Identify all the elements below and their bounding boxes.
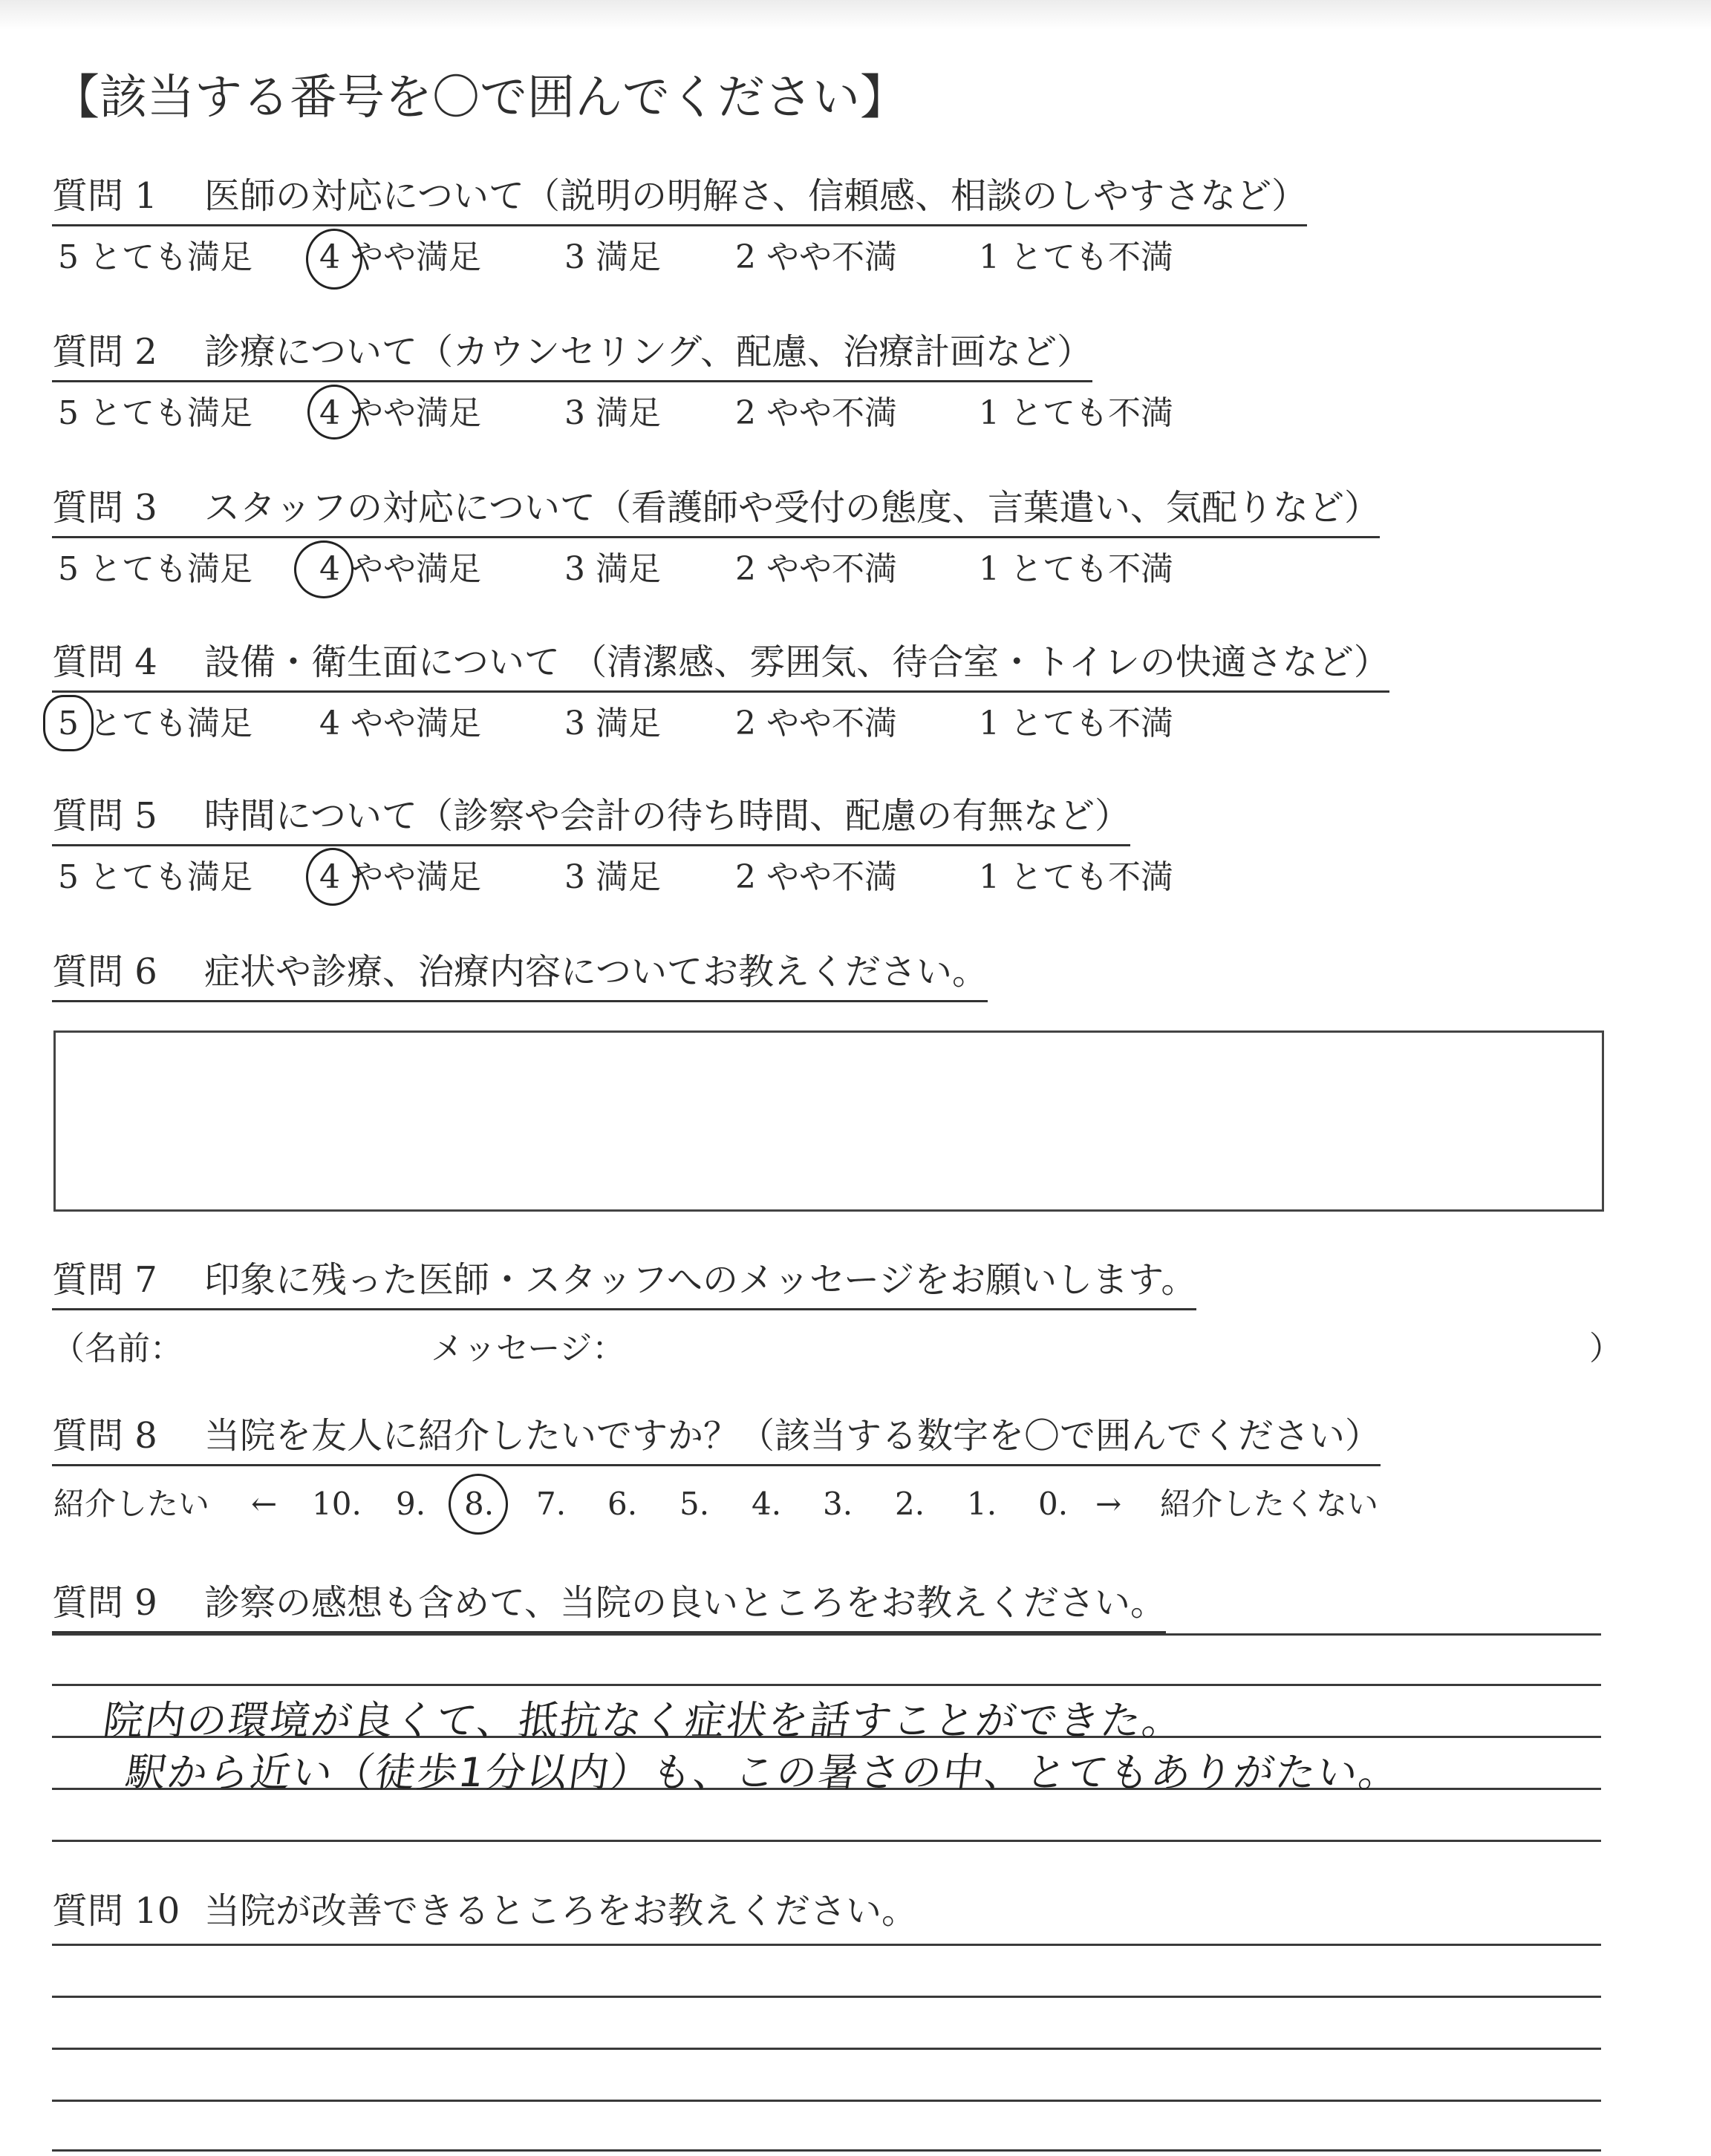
q5-option-2[interactable]: 2 やや不満 (735, 858, 897, 896)
question-1 (52, 175, 1308, 226)
q5-option-3[interactable]: 3 満足 (564, 858, 661, 896)
q8-value-10[interactable]: 10. (312, 1486, 362, 1522)
q8-left-label: 紹介したい (53, 1486, 210, 1522)
question-text: 診療について（カウンセリング、配慮、治療計画など） (204, 331, 1093, 373)
q1-option-2[interactable]: 2 やや不満 (735, 238, 897, 276)
q4-answer-circle (43, 695, 94, 751)
question-text: 症状や診療、治療内容についてお教えください。 (204, 951, 988, 993)
q4-option-5[interactable]: 5 とても満足 (58, 705, 252, 742)
q4-option-3[interactable]: 3 満足 (564, 705, 661, 742)
scan-edge (0, 0, 1711, 30)
question-text: 診察の感想も含めて、当院の良いところをお教えください。 (204, 1582, 1167, 1624)
question-number: 質問 8 (52, 1415, 157, 1457)
q8-value-2[interactable]: 2. (895, 1486, 925, 1522)
question-number: 質問 10 (52, 1890, 180, 1932)
question-text: 当院を友人に紹介したいですか？（該当する数字を〇で囲んでください） (204, 1415, 1381, 1457)
q2-option-5[interactable]: 5 とても満足 (58, 394, 252, 432)
question-number: 質問 6 (52, 951, 157, 993)
q8-value-5[interactable]: 5. (679, 1486, 710, 1522)
q3-option-1[interactable]: 1 とても不満 (979, 550, 1173, 588)
q8-value-3[interactable]: 3. (823, 1486, 853, 1522)
q3-answer-circle (294, 540, 353, 598)
question-10 (52, 1890, 918, 1939)
question-text: 医師の対応について（説明の明解さ、信頼感、相談のしやすさなど） (204, 175, 1308, 217)
question-text: 設備・衛生面について （清潔感、雰囲気、待合室・トイレの快適さなど） (204, 641, 1389, 683)
q9-answer-line (52, 1684, 1601, 1686)
q8-answer-circle (449, 1474, 508, 1535)
form-heading: 【該当する番号を〇で囲んでください】 (52, 71, 907, 125)
q2-option-2[interactable]: 2 やや不満 (735, 394, 897, 432)
q5-option-5[interactable]: 5 とても満足 (58, 858, 252, 896)
q10-answer-line (52, 2100, 1601, 2102)
q2-answer-circle (307, 385, 361, 440)
question-number: 質問 1 (52, 175, 157, 217)
q2-option-1[interactable]: 1 とても不満 (979, 394, 1173, 432)
q10-answer-line (52, 1944, 1601, 1946)
question-text: 当院が改善できるところをお教えください。 (204, 1890, 918, 1932)
q1-option-5[interactable]: 5 とても満足 (58, 238, 252, 276)
q9-answer-line (52, 1840, 1601, 1842)
question-5 (52, 795, 1131, 846)
q10-answer-line (52, 2048, 1601, 2050)
question-7 (52, 1259, 1197, 1310)
question-3 (52, 487, 1381, 538)
question-number: 質問 5 (52, 795, 157, 837)
q7-close-paren: ） (1589, 1330, 1622, 1368)
q5-answer-circle (306, 848, 359, 906)
q8-right-arrow: → (1095, 1486, 1122, 1522)
question-number: 質問 3 (52, 487, 157, 529)
question-4 (52, 641, 1389, 693)
q8-value-9[interactable]: 9. (396, 1486, 426, 1522)
q8-left-arrow: ← (251, 1486, 278, 1522)
q4-option-2[interactable]: 2 やや不満 (735, 705, 897, 742)
question-text: 印象に残った医師・スタッフへのメッセージをお願いします。 (204, 1259, 1197, 1301)
q3-option-3[interactable]: 3 満足 (564, 550, 661, 588)
q3-option-4[interactable]: 4 やや満足 (319, 550, 481, 588)
q8-value-0[interactable]: 0. (1038, 1486, 1069, 1522)
question-8 (52, 1415, 1381, 1466)
q5-option-4[interactable]: 4 やや満足 (319, 858, 481, 896)
q8-value-8[interactable]: 8. (464, 1486, 495, 1522)
q1-option-4[interactable]: 4 やや満足 (319, 238, 481, 276)
q6-answer-box[interactable] (53, 1030, 1604, 1212)
q9-answer-line (52, 1633, 1601, 1636)
question-9 (52, 1582, 1167, 1633)
q8-value-4[interactable]: 4. (752, 1486, 782, 1522)
q4-option-1[interactable]: 1 とても不満 (979, 705, 1173, 742)
q4-option-4[interactable]: 4 やや満足 (319, 705, 481, 742)
q9-handwritten-line-1: 院内の環境が良くて、抵抗なく症状を話すことができた。 (100, 1697, 1187, 1744)
q10-answer-line (52, 1996, 1601, 1998)
q8-value-1[interactable]: 1. (967, 1486, 997, 1522)
q7-message-label[interactable]: メッセージ： (431, 1330, 625, 1368)
q7-name-label[interactable]: （名前： (52, 1330, 183, 1368)
q9-handwritten-line-2: 駅から近い（徒歩1分以内）も、この暑さの中、とてもありがたい。 (123, 1749, 1404, 1796)
question-2 (52, 331, 1093, 382)
q3-option-2[interactable]: 2 やや不満 (735, 550, 897, 588)
q5-option-1[interactable]: 1 とても不満 (979, 858, 1173, 896)
question-6 (52, 951, 988, 1002)
q1-option-3[interactable]: 3 満足 (564, 238, 661, 276)
question-number: 質問 7 (52, 1259, 157, 1301)
q10-answer-line (52, 2149, 1601, 2152)
q8-value-7[interactable]: 7. (536, 1486, 567, 1522)
question-text: 時間について（診察や会計の待ち時間、配慮の有無など） (204, 795, 1131, 837)
question-text: スタッフの対応について（看護師や受付の態度、言葉遣い、気配りなど） (204, 487, 1381, 529)
question-number: 質問 9 (52, 1582, 157, 1624)
q1-answer-circle (306, 229, 362, 290)
q8-value-6[interactable]: 6. (607, 1486, 638, 1522)
q2-option-3[interactable]: 3 満足 (564, 394, 661, 432)
q3-option-5[interactable]: 5 とても満足 (58, 550, 252, 588)
question-number: 質問 4 (52, 641, 157, 683)
question-number: 質問 2 (52, 331, 157, 373)
q1-option-1[interactable]: 1 とても不満 (979, 238, 1173, 276)
q8-right-label: 紹介したくない (1160, 1486, 1379, 1522)
q2-option-4[interactable]: 4 やや満足 (319, 394, 481, 432)
